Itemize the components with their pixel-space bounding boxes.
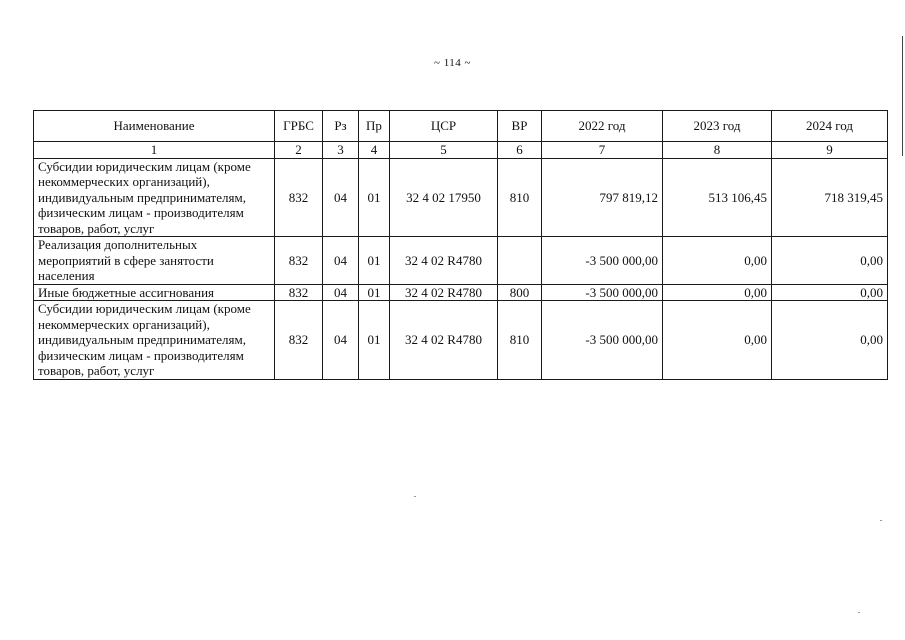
scan-edge-line <box>902 36 903 156</box>
header-pr: Пр <box>359 111 390 142</box>
row-2022: -3 500 000,00 <box>542 301 663 380</box>
row-csr: 32 4 02 17950 <box>390 158 498 237</box>
row-grbs: 832 <box>275 237 323 285</box>
row-2024: 0,00 <box>772 301 888 380</box>
row-pr: 01 <box>359 158 390 237</box>
header-rz: Рз <box>323 111 359 142</box>
column-number: 2 <box>275 142 323 159</box>
row-2022: -3 500 000,00 <box>542 237 663 285</box>
table-row <box>34 284 888 301</box>
row-pr: 01 <box>359 301 390 380</box>
row-2022: 797 819,12 <box>542 158 663 237</box>
header-2023: 2023 год <box>663 111 772 142</box>
row-2023: 0,00 <box>663 301 772 380</box>
row-name: Реализация дополнительных мероприятий в сфере занятости населения <box>34 237 275 285</box>
header-grbs: ГРБС <box>275 111 323 142</box>
table-row <box>34 237 888 285</box>
row-2022: -3 500 000,00 <box>542 284 663 301</box>
row-2023: 0,00 <box>663 237 772 285</box>
column-number: 9 <box>772 142 888 159</box>
header-vr: ВР <box>498 111 542 142</box>
page-number: ~ 114 ~ <box>434 57 471 69</box>
scan-speck <box>414 496 416 497</box>
row-pr: 01 <box>359 237 390 285</box>
row-pr: 01 <box>359 284 390 301</box>
column-number: 7 <box>542 142 663 159</box>
table-row <box>34 158 888 237</box>
row-csr: 32 4 02 R4780 <box>390 301 498 380</box>
row-name: Субсидии юридическим лицам (кроме некоммерческих организаций), индивидуальным предпринимателям, физическим лицам - производителям товаров, работ, услуг <box>34 301 275 380</box>
scan-speck <box>880 520 882 521</box>
row-rz: 04 <box>323 158 359 237</box>
row-rz: 04 <box>323 284 359 301</box>
row-grbs: 832 <box>275 284 323 301</box>
column-number-row <box>34 142 888 159</box>
row-vr: 810 <box>498 158 542 237</box>
row-csr: 32 4 02 R4780 <box>390 237 498 285</box>
column-number: 4 <box>359 142 390 159</box>
row-vr: 800 <box>498 284 542 301</box>
row-vr <box>498 237 542 285</box>
row-2023: 0,00 <box>663 284 772 301</box>
header-row <box>34 111 888 142</box>
row-name: Иные бюджетные ассигнования <box>34 284 275 301</box>
row-grbs: 832 <box>275 301 323 380</box>
header-csr: ЦСР <box>390 111 498 142</box>
column-number: 1 <box>34 142 275 159</box>
column-number: 3 <box>323 142 359 159</box>
row-name: Субсидии юридическим лицам (кроме некоммерческих организаций), индивидуальным предпринимателям, физическим лицам - производителям товаров, работ, услуг <box>34 158 275 237</box>
row-vr: 810 <box>498 301 542 380</box>
column-number: 5 <box>390 142 498 159</box>
scan-speck <box>858 612 860 613</box>
row-rz: 04 <box>323 301 359 380</box>
column-number: 6 <box>498 142 542 159</box>
header-2022: 2022 год <box>542 111 663 142</box>
header-2024: 2024 год <box>772 111 888 142</box>
row-grbs: 832 <box>275 158 323 237</box>
row-rz: 04 <box>323 237 359 285</box>
row-2024: 0,00 <box>772 284 888 301</box>
budget-table <box>33 110 888 380</box>
column-number: 8 <box>663 142 772 159</box>
row-csr: 32 4 02 R4780 <box>390 284 498 301</box>
header-name: Наименование <box>34 111 275 142</box>
table-row <box>34 301 888 380</box>
row-2024: 0,00 <box>772 237 888 285</box>
row-2024: 718 319,45 <box>772 158 888 237</box>
row-2023: 513 106,45 <box>663 158 772 237</box>
